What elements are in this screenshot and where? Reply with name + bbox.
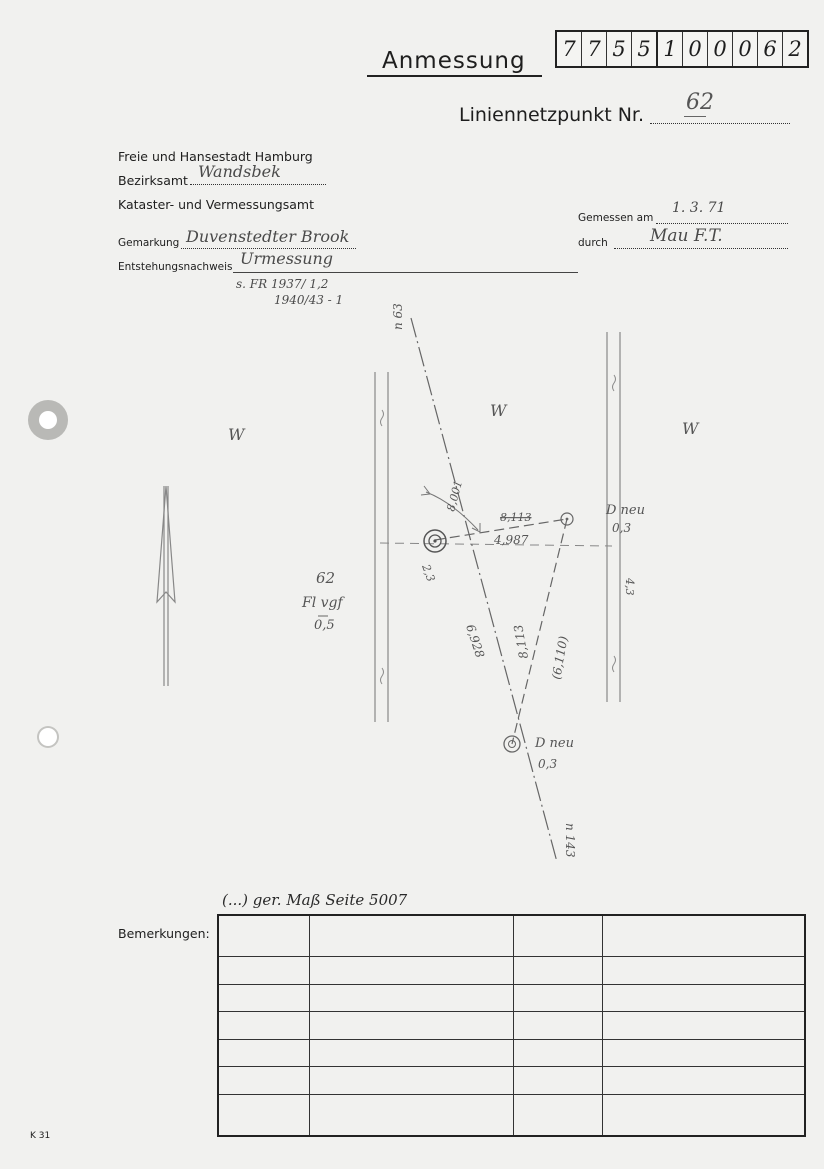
remarks-cell (218, 1039, 309, 1067)
remarks-table (217, 914, 806, 1137)
bottom-point-value: 0,3 (538, 757, 558, 771)
remarks-row (218, 1067, 805, 1095)
id-digit: 6 (758, 32, 783, 66)
distance-top: 4,987 (494, 533, 529, 547)
id-digit: 2 (788, 37, 802, 61)
remarks-row (218, 1012, 805, 1040)
id-digit: 5 (607, 32, 632, 66)
remarks-cell (602, 915, 805, 956)
squiggle-4 (613, 656, 616, 672)
gemarkung-value: Duvenstedter Brook (186, 227, 350, 246)
remarks-cell (602, 1067, 805, 1095)
distance-2-3: 2,3 (419, 562, 438, 584)
remarks-cell (513, 1012, 602, 1040)
admin-line-3: Kataster- und Vermessungsamt (118, 197, 314, 212)
remarks-row (218, 956, 805, 984)
remarks-row (218, 1095, 805, 1136)
remarks-cell (602, 1012, 805, 1040)
north-arrow-head (157, 486, 175, 602)
durch-label: durch (578, 237, 608, 249)
remarks-row (218, 915, 805, 956)
remarks-cell (218, 915, 309, 956)
remarks-cell (602, 984, 805, 1012)
angle-value: 8,001 (444, 478, 466, 513)
distance-diagonal: 6,928 (463, 622, 488, 660)
remarks-cell (218, 1012, 309, 1040)
gemarkung-label: Gemarkung (118, 237, 180, 249)
entstehungsnachweis-value: Urmessung (240, 249, 334, 268)
remarks-cell (218, 1095, 309, 1136)
label-n143: n 143 (563, 823, 577, 858)
entstehungsnachweis-label: Entstehungsnachweis (118, 261, 233, 273)
w-label-left: W (228, 425, 245, 444)
point-number: 62 (316, 569, 336, 587)
w-label-right: W (682, 419, 699, 438)
squiggle-1 (381, 410, 384, 426)
remarks-cell (309, 1012, 513, 1040)
remarks-cell (309, 915, 513, 956)
distance-struck: 8,113 (500, 511, 532, 524)
remarks-cell (602, 1095, 805, 1136)
bottom-point-label: D neu (535, 736, 574, 751)
remarks-row (218, 1039, 805, 1067)
squiggle-2 (613, 375, 616, 391)
angle-arrow-a (421, 486, 430, 495)
distance-4-3: 4,3 (623, 578, 636, 596)
id-digit: 5 (632, 32, 658, 66)
admin-line-1: Freie und Hansestadt Hamburg (118, 149, 313, 164)
main-point-dot (433, 539, 436, 542)
label-n63: n 63 (391, 303, 405, 330)
remarks-cell (309, 984, 513, 1012)
remarks-cell (309, 956, 513, 984)
liniennetzpunkt-label: Liniennetzpunkt Nr. (459, 104, 645, 126)
point-top-right-dot (566, 518, 569, 521)
remarks-cell (513, 984, 602, 1012)
id-digit: 1 (658, 32, 683, 66)
id-digit: 7 (557, 32, 582, 66)
form-code: K 31 (30, 1131, 51, 1141)
remarks-row (218, 984, 805, 1012)
w-label-center: W (490, 401, 507, 420)
bezirksamt-value: Wandsbek (198, 162, 281, 181)
id-digit: 0 (708, 32, 733, 66)
reference-2: 1940/43 - 1 (274, 293, 344, 307)
bezirksamt-label: Bezirksamt (118, 173, 188, 188)
id-digit: 7 (582, 32, 607, 66)
remarks-label: Bemerkungen: (118, 926, 210, 941)
top-right-point-value: 0,3 (612, 521, 632, 535)
form-title: Anmessung (382, 48, 526, 74)
polygon-line-main (411, 318, 557, 862)
squiggle-3 (381, 668, 384, 684)
id-digit: 0 (683, 32, 708, 66)
point-depth: 0,5 (314, 618, 335, 633)
point-type: Fl vgf (302, 595, 343, 611)
remarks-cell (309, 1067, 513, 1095)
remarks-cell (309, 1039, 513, 1067)
remarks-cell (602, 1039, 805, 1067)
remarks-cell (513, 1067, 602, 1095)
remarks-handwritten-note: (...) ger. Maß Seite 5007 (222, 891, 408, 909)
remarks-cell (218, 956, 309, 984)
liniennetzpunkt-value: 62 (686, 90, 714, 115)
id-digit: 0 (733, 32, 758, 66)
distance-parenthesis: (6,110) (549, 635, 571, 681)
remarks-cell (218, 984, 309, 1012)
remarks-cell (602, 956, 805, 984)
remarks-cell (513, 1039, 602, 1067)
top-right-point-label: D neu (606, 503, 645, 518)
durch-value: Mau F.T. (650, 226, 723, 246)
remarks-cell (309, 1095, 513, 1136)
remarks-cell (218, 1067, 309, 1095)
reference-1: s. FR 1937/ 1,2 (236, 277, 329, 291)
remarks-cell (513, 1095, 602, 1136)
remarks-cell (513, 956, 602, 984)
gemessen-value: 1. 3. 71 (672, 200, 726, 216)
gemessen-label: Gemessen am (578, 212, 654, 224)
remarks-cell (513, 915, 602, 956)
distance-right: 8,113 (511, 623, 531, 660)
